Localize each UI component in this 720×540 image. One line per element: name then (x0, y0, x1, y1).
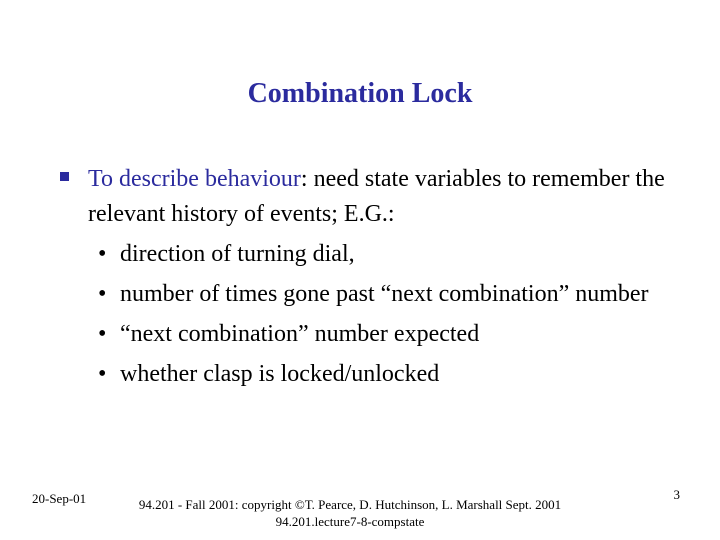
slide-body (60, 162, 680, 392)
sub-bullet-text: number of times gone past “next combination” number (120, 281, 649, 307)
sub-bullet-text: “next combination” number expected (120, 321, 480, 347)
sub-bullet-item (60, 317, 680, 352)
square-bullet-icon (60, 172, 69, 181)
sub-bullet-text: direction of turning dial, (120, 241, 355, 267)
dot-bullet-icon: • (98, 361, 107, 387)
slide-title: Combination Lock (247, 78, 473, 109)
page-number: 3 (673, 487, 680, 502)
footer-date: 20-Sep-01 (32, 491, 87, 506)
footer-copyright (100, 496, 600, 530)
sub-bullet-item (60, 357, 680, 392)
main-bullet (60, 162, 680, 232)
sub-bullet-list (60, 237, 680, 392)
footer-copyright-line2: 94.201.lecture7-8-compstate (275, 514, 425, 529)
sub-bullet-item (60, 237, 680, 272)
main-bullet-text: : need state variables to remember the relevant history of events; E.G.: (88, 166, 665, 227)
dot-bullet-icon: • (98, 281, 107, 307)
dot-bullet-icon: • (98, 241, 107, 267)
sub-bullet-text: whether clasp is locked/unlocked (120, 361, 440, 387)
footer-copyright-line1: 94.201 - Fall 2001: copyright ©T. Pearce, D. Hutchinson, L. Marshall Sept. 2001 (138, 497, 562, 512)
dot-bullet-icon: • (98, 321, 107, 347)
main-bullet-highlight: To describe behaviour (88, 166, 301, 192)
sub-bullet-item (60, 277, 680, 312)
